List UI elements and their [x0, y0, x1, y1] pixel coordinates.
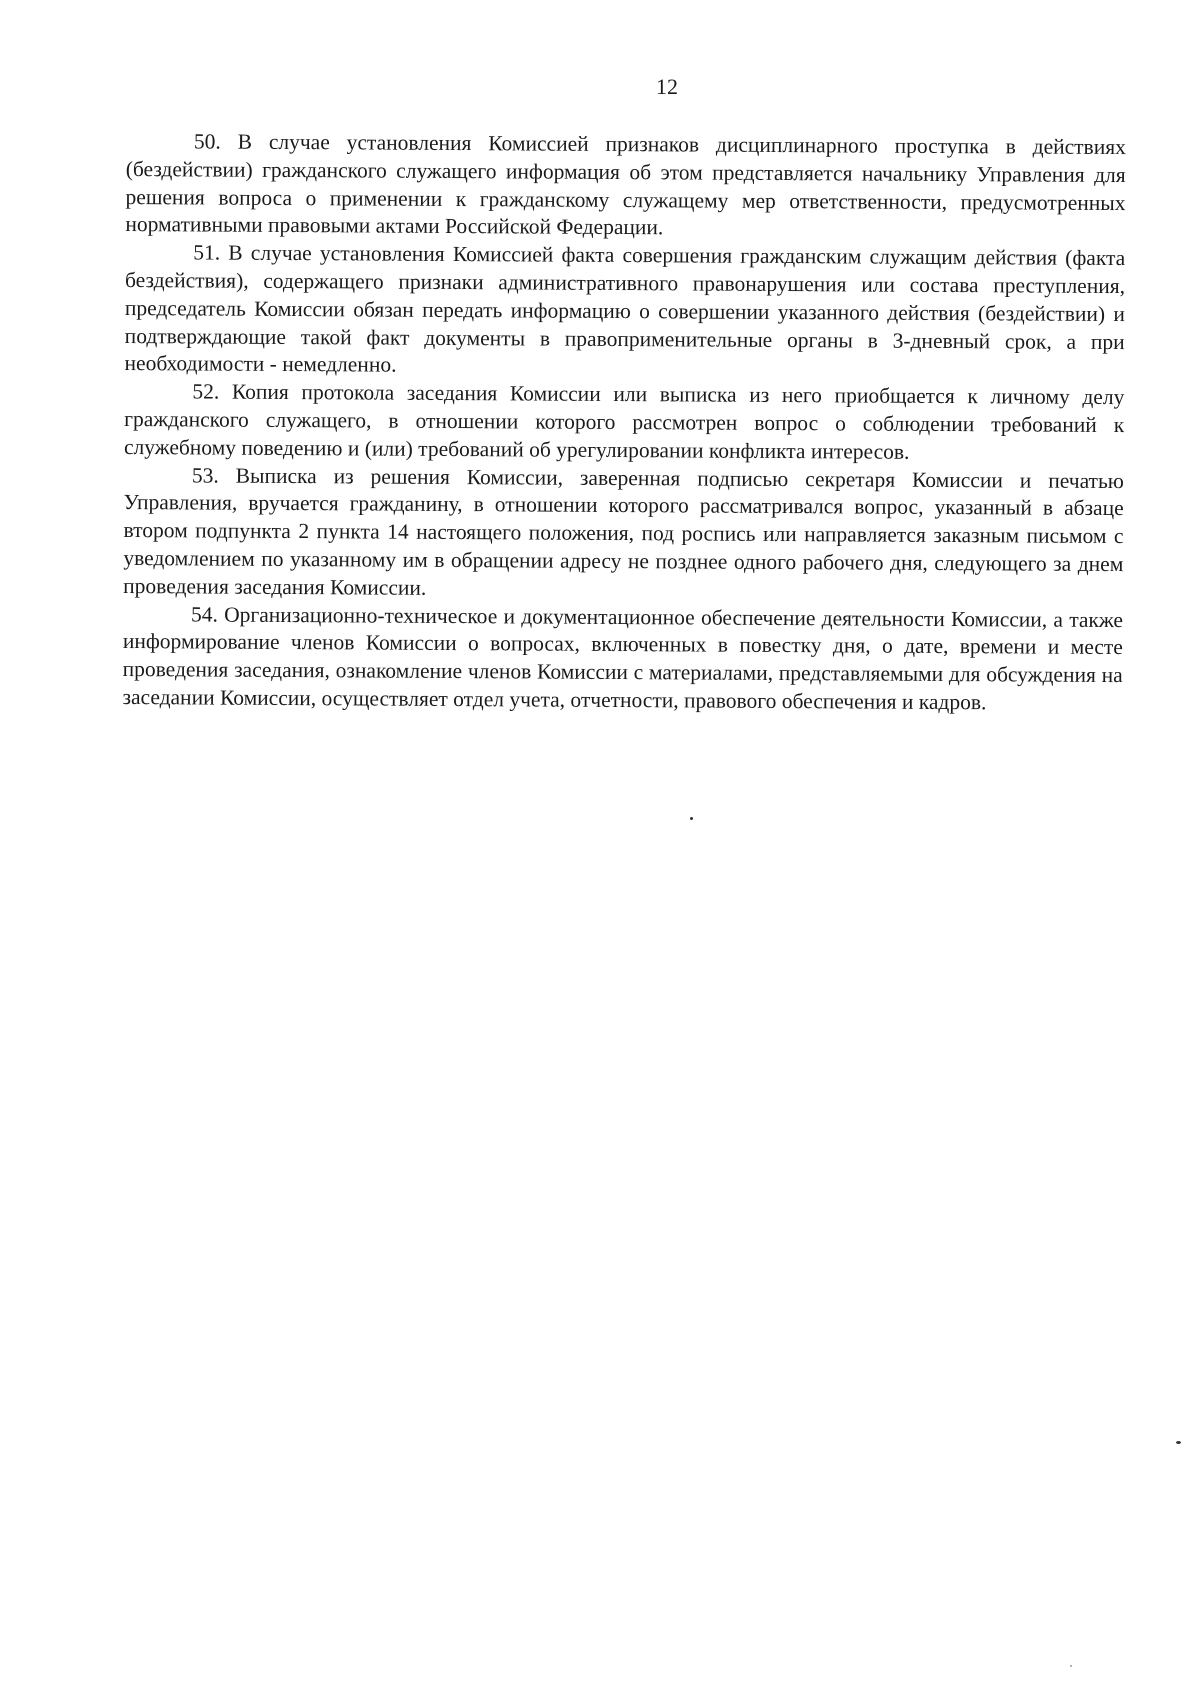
- paragraph-50: 50. В случае установления Комиссией признаков дисциплинарного проступка в действиях (бездействии) гражданского служащего информация об этом представляется начальнику Управления для решения вопроса о применении к гражданскому служащему мер ответственности, предусмотренных нормативными правовыми актами Российской Федерации.: [125, 129, 1126, 240]
- paragraph-54: 54. Организационно-техническое и документационное обеспечение деятельности Комиссии, а также информирование членов Комиссии о вопросах, включенных в повестку дня, о дате, времени и месте проведения заседания, ознакомление членов Комиссии с материалами, представляемыми для обсуждения на заседании Комиссии, осуществляет отдел учета, отчетности, правового обеспечения и кадров.: [122, 601, 1124, 715]
- paragraph-52: 52. Копия протокола заседания Комиссии или выписка из него приобщается к личному делу гражданского служащего, в отношении которого рассмотрен вопрос о соблюдении требований к служебному поведению и (или) требований об урегулировании конфликта интересов.: [123, 379, 1125, 464]
- scan-speck: [690, 817, 693, 820]
- document-body: [122, 128, 1126, 718]
- paragraph-53: 53. Выписка из решения Комиссии, заверенная подписью секретаря Комиссии и печатью Управления, вручается гражданину, в отношении которого рассматривался вопрос, указанный в абзаце втором подпункта 2 пункта 14 настоящего положения, под роспись или направляется заказным письмом с уведомлением по указанному им в обращении адресу не позднее одного рабочего дня, следующего за днем проведения заседания Комиссии.: [123, 462, 1124, 600]
- scan-speck: [1176, 1441, 1181, 1444]
- paragraph-51: 51. В случае установления Комиссией факта совершения гражданским служащим действия (факта бездействия), содержащего признаки административного правонарушения или состава преступления, председатель Комиссии обязан передать информацию о совершении указанного действия (бездействии) и подтверждающие такой факт документы в правоприменительные органы в 3-дневный срок, а при необходимости - немедленно.: [124, 240, 1126, 378]
- scan-speck: [1070, 1665, 1072, 1667]
- page-number: 12: [656, 74, 678, 99]
